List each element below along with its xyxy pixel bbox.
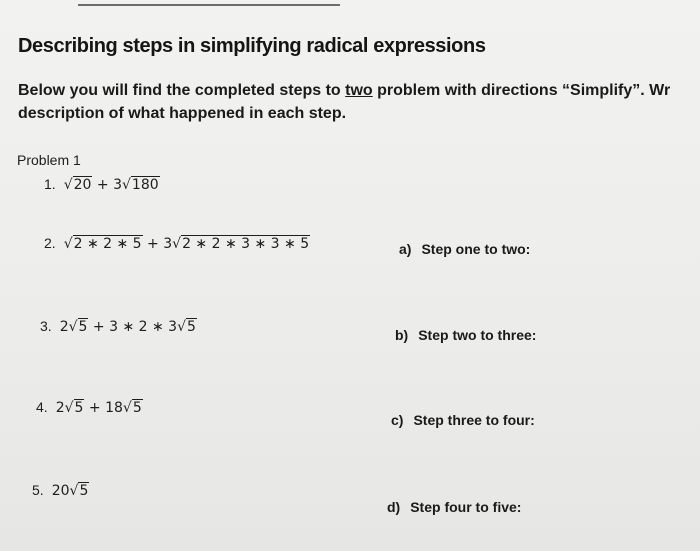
step-5 <box>32 482 89 499</box>
radical <box>123 400 143 416</box>
radical-sign: √ <box>69 483 79 499</box>
instructions-text-2: problem with directions “Simplify”. Wr <box>372 82 671 99</box>
step-number: 3. <box>40 318 52 334</box>
instructions-line-2: description of what happened in each step. <box>18 105 347 122</box>
expression-term: + 3 <box>142 236 173 252</box>
top-divider <box>78 4 340 6</box>
instructions <box>18 79 700 125</box>
radical-sign: √ <box>172 236 182 252</box>
question-letter: a) <box>399 241 412 257</box>
step-expression <box>52 483 90 499</box>
radicand: 2 ∗ 2 ∗ 3 ∗ 3 ∗ 5 <box>182 236 310 252</box>
radical <box>177 319 197 335</box>
question-d <box>387 499 521 515</box>
question-text: Step one to two: <box>421 241 531 257</box>
problem-label: Problem 1 <box>17 152 81 168</box>
radicand: 5 <box>79 483 89 499</box>
radicand: 5 <box>132 400 142 416</box>
radical-sign: √ <box>177 319 186 335</box>
step-expression <box>56 400 143 416</box>
radical-sign: √ <box>68 319 78 335</box>
step-3 <box>40 318 197 335</box>
question-letter: d) <box>387 499 401 515</box>
step-number: 5. <box>32 482 44 498</box>
question-a <box>399 241 530 257</box>
radical <box>69 319 89 335</box>
question-letter: b) <box>395 327 409 343</box>
question-text: Step three to four: <box>413 412 535 428</box>
expression-term: + 18 <box>84 400 123 416</box>
page-title: Describing steps in simplifying radical expressions <box>18 35 486 57</box>
question-b <box>395 327 536 343</box>
radical-sign: √ <box>63 236 73 252</box>
radical <box>122 177 160 193</box>
radical-sign: √ <box>63 177 73 193</box>
question-c <box>391 412 535 428</box>
expression-term: 20 <box>51 483 70 499</box>
radicand: 5 <box>74 400 84 416</box>
instructions-underlined: two <box>345 82 373 99</box>
step-expression <box>60 319 197 335</box>
radicand: 180 <box>131 177 159 193</box>
radicand: 5 <box>78 319 88 335</box>
step-number: 4. <box>36 399 48 415</box>
expression-term: + 3 ∗ 2 ∗ 3 <box>88 319 178 335</box>
expression-term: 2 <box>59 319 69 335</box>
step-number: 1. <box>44 176 56 192</box>
question-letter: c) <box>391 412 404 428</box>
radical <box>172 236 310 252</box>
radical <box>64 177 93 193</box>
question-text: Step four to five: <box>410 499 522 515</box>
radical <box>65 400 85 416</box>
radicand: 5 <box>187 319 196 335</box>
expression-term: + 3 <box>92 177 122 193</box>
step-1 <box>44 176 160 193</box>
radical <box>70 483 90 499</box>
step-number: 2. <box>44 235 56 251</box>
radical-sign: √ <box>121 177 131 193</box>
step-expression <box>64 177 160 193</box>
expression-term: 2 <box>55 400 65 416</box>
radical <box>64 236 143 252</box>
radicand: 20 <box>73 177 92 193</box>
radical-sign: √ <box>122 400 132 416</box>
instructions-text-1: Below you will find the completed steps to <box>18 82 346 99</box>
step-2 <box>44 235 310 252</box>
question-text: Step two to three: <box>418 327 537 343</box>
radicand: 2 ∗ 2 ∗ 5 <box>73 236 142 252</box>
radical-sign: √ <box>64 400 74 416</box>
step-4 <box>36 399 143 416</box>
step-expression <box>64 236 310 252</box>
